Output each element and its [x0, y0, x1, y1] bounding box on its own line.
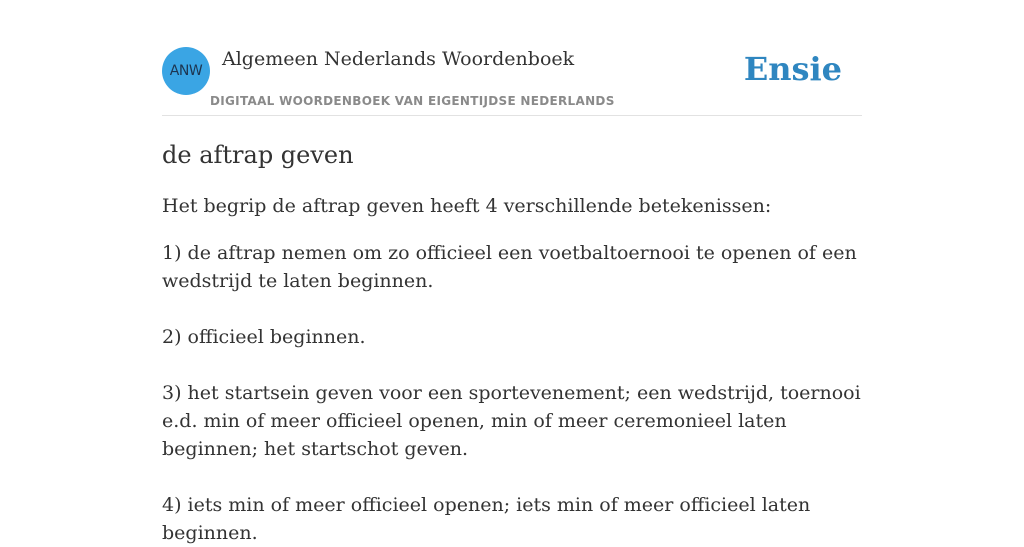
site-subtitle: DIGITAAL WOORDENBOEK VAN EIGENTIJDSE NEDERLANDS [210, 94, 615, 108]
site-header [162, 47, 862, 116]
term-title: de aftrap geven [162, 141, 354, 169]
site-title[interactable]: Algemeen Nederlands Woordenboek [222, 48, 575, 70]
definition-item: 4) iets min of meer officieel openen; iets min of meer officieel laten beginnen. [162, 494, 811, 544]
main-content [162, 140, 862, 547]
definition-list [162, 239, 862, 547]
ensie-brand-link[interactable]: Ensie [743, 50, 842, 88]
anw-logo[interactable]: ANW [162, 47, 210, 95]
definition-item: 3) het startsein geven voor een sportevenement; een wedstrijd, toernooi e.d. min of meer officieel openen, min of meer ceremonieel laten beginnen; het startschot geven. [162, 382, 861, 460]
definition-item: 1) de aftrap nemen om zo officieel een voetbaltoernooi te openen of een wedstrijd te laten beginnen. [162, 242, 857, 292]
definition-item: 2) officieel beginnen. [162, 326, 366, 348]
intro-text: Het begrip de aftrap geven heeft 4 verschillende betekenissen: [162, 195, 772, 217]
page [162, 0, 862, 547]
